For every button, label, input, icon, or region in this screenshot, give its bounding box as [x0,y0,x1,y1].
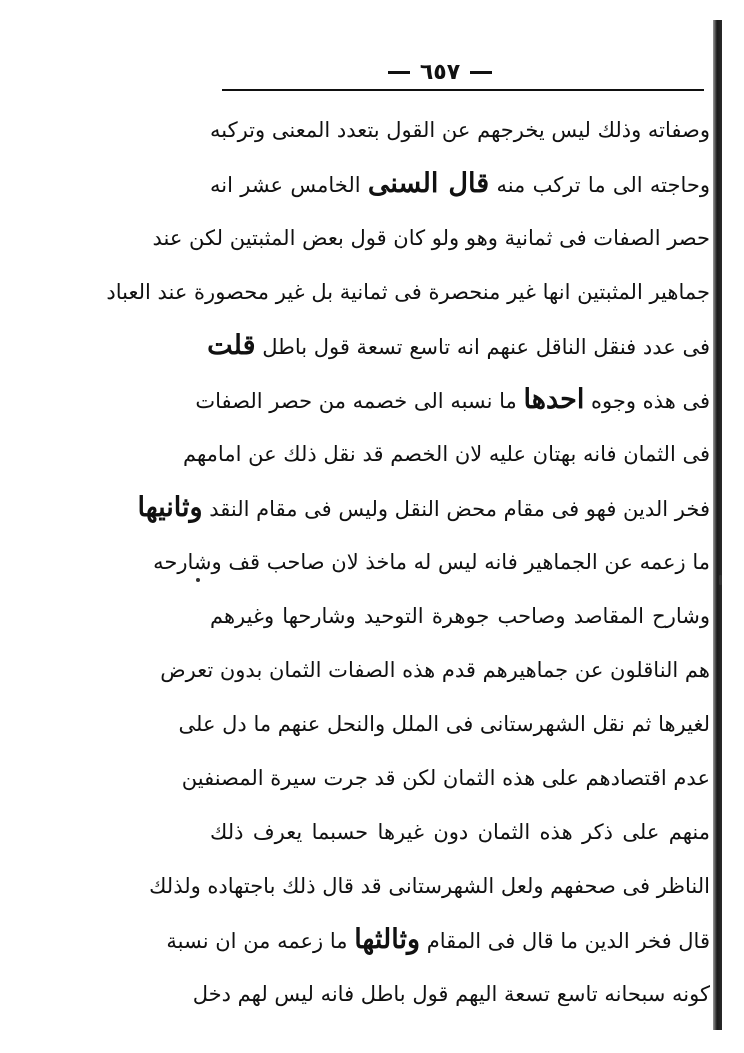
text-line-11: هم الناقلون عن جماهيرهم قدم هذه الصفات الثمان بدون تعرض [160,658,710,682]
text-line-14: منهم على ذكر هذه الثمان دون غيرها حسبما يعرف ذلك [210,820,710,844]
page-header [360,58,520,86]
header-dash-left [388,71,410,74]
text-line-5: فى عدد فنقل الناقل عنهم انه تاسع تسعة قول باطل قلت [207,330,710,361]
keyword-heading: احدها [523,384,585,415]
text-line-6: فى هذه وجوه احدها ما نسبه الى خصمه من حصر الصفات [195,384,710,415]
scan-speck [719,575,722,585]
text-line-9: ما زعمه عن الجماهير فانه ليس له ماخذ لان صاحب قف وشارحه [153,550,710,574]
keyword-heading: وثالثها [354,924,421,955]
keyword-heading: قال السنى [367,168,490,199]
text-line-2: وحاجته الى ما تركب منه قال السنى الخامس عشر انه [210,168,710,199]
scan-speck [196,578,200,582]
text-line-15: الناظر فى صحفهم ولعل الشهرستانى قد قال ذلك باجتهاده ولذلك [149,874,710,898]
page-number: ٦٥٧ [419,59,461,85]
text-line-3: حصر الصفات فى ثمانية وهو ولو كان قول بعض المثبتين لكن عند [152,226,710,250]
text-line-1: وصفاته وذلك ليس يخرجهم عن القول بتعدد المعنى وتركبه [210,118,710,142]
text-line-16: قال فخر الدين ما قال فى المقام وثالثها ما زعمه من ان نسبة [166,924,710,955]
header-rule [222,89,704,91]
text-line-7: فى الثمان فانه بهتان عليه لان الخصم قد نقل ذلك عن امامهم [183,442,710,466]
header-dash-right [470,71,492,74]
text-line-12: لغيرها ثم نقل الشهرستانى فى الملل والنحل عنهم ما دل على [178,712,710,736]
body-text [106,103,710,1021]
text-line-8: فخر الدين فهو فى مقام محض النقل وليس فى مقام النقد وثانيها [137,492,710,523]
text-line-4: جماهير المثبتين انها غير منحصرة فى ثمانية بل غير محصورة عند العباد [106,280,710,304]
text-line-17: كونه سبحانه تاسع تسعة اليهم قول باطل فانه ليس لهم دخل [192,982,710,1006]
text-line-10: وشارح المقاصد وصاحب جوهرة التوحيد وشارحها وغيرهم [210,604,710,628]
book-binding-edge [713,20,722,1030]
keyword-heading: وثانيها [137,492,203,523]
text-line-13: عدم اقتصادهم على هذه الثمان لكن قد جرت سيرة المصنفين [181,766,710,790]
keyword-heading: قلت [207,330,256,361]
